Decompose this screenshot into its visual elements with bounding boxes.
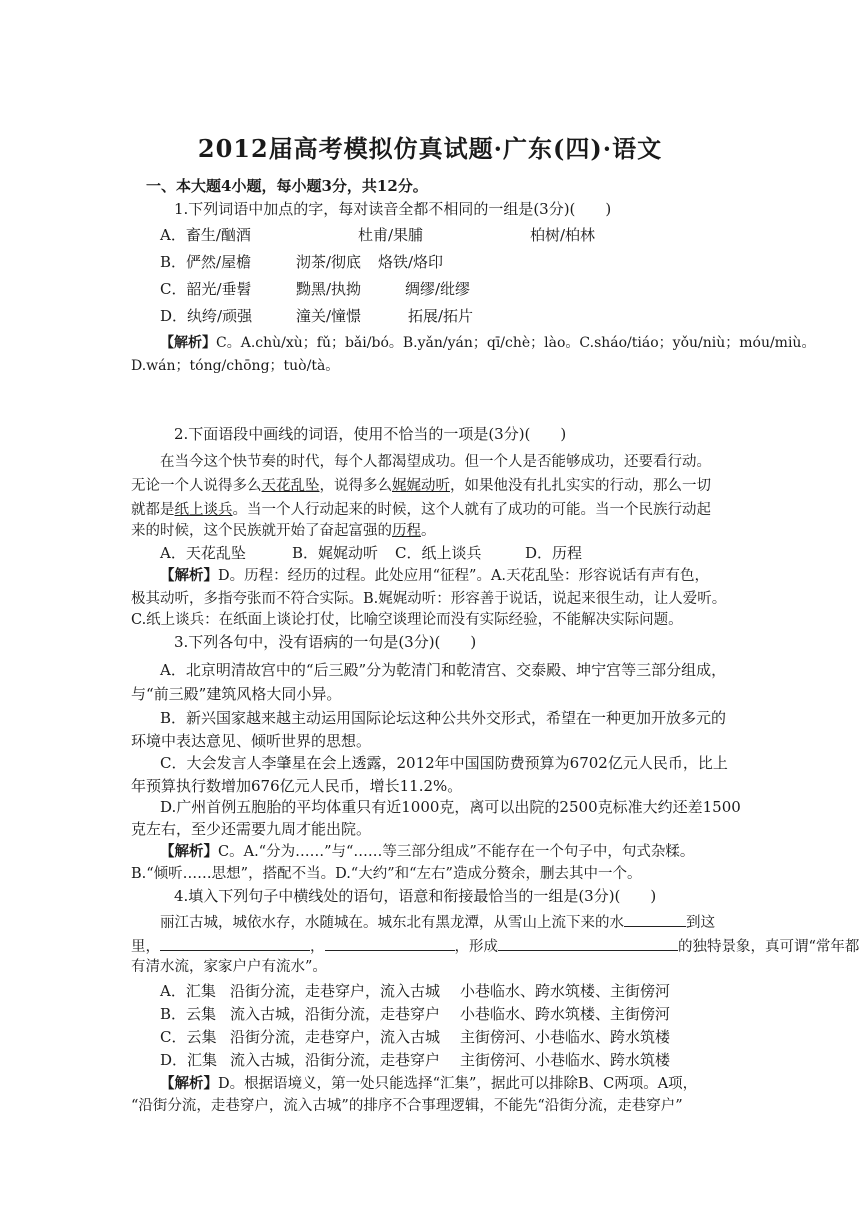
- q2-stem: 2.下面语段中画线的词语，使用不恰当的一项是(3分)( ): [174, 425, 567, 443]
- q4-p2-d: 的独特景象，真可谓“常年都: [678, 939, 860, 955]
- q2-option-b: B．娓娓动听: [292, 544, 379, 562]
- q2-option-a: A．天花乱坠: [160, 544, 246, 562]
- q2-underline-3: 纸上谈兵: [174, 502, 233, 518]
- q4-stem: 4.填入下列句子中横线处的语句，语意和衔接最恰当的一组是(3分)( ): [174, 887, 657, 905]
- q2-p3-a: 就都是: [131, 502, 175, 518]
- q3-analysis-line2: B.“倾听……思想”，搭配不当。D.“大约”和“左右”造成分赘余，删去其中一个。: [131, 866, 642, 882]
- q1-option-a-part3: 柏树/柏林: [530, 226, 596, 244]
- q4-analysis-text: D。根据语境义，第一处只能选择“汇集”，据此可以排除B、C两项。A项，: [218, 1076, 698, 1092]
- q1-option-d-part1: D．纨绔/顽强: [160, 307, 253, 325]
- q4-passage-line3: 有清水流，家家户户有流水”。: [131, 959, 327, 975]
- q4-blank-3[interactable]: [325, 934, 455, 951]
- q2-passage-line2: [131, 476, 711, 496]
- q2-analysis-line3: C.纸上谈兵：在纸面上谈论打仗，比喻空谈理论而没有实际经验，不能解决实际问题。: [131, 612, 683, 628]
- q4-analysis-line1: [160, 1074, 697, 1094]
- q4-passage-line2: [131, 934, 859, 957]
- q1-stem: 1.下列词语中加点的字，每对读音全都不相同的一组是(3分)( ): [174, 200, 612, 218]
- page-title: 2012届高考模拟仿真试题·广东(四)·语文: [197, 134, 663, 163]
- q2-p2-b: ，说得多么: [319, 478, 392, 494]
- q1-option-b-part1: B．俨然/屋檐: [160, 253, 252, 271]
- q1-analysis-tag: 【解析】: [160, 335, 216, 351]
- q4-analysis-line2: “沿街分流，走巷穿户，流入古城”的排序不合事理逻辑，不能先“沿街分流，走巷穿户”: [131, 1098, 683, 1114]
- q2-underline-4: 历程: [392, 523, 421, 539]
- q4-blank-2[interactable]: [160, 934, 310, 951]
- q4-p2-b: ，: [310, 939, 325, 955]
- q2-passage-line4: [131, 521, 436, 541]
- q4-p2-a: 里，: [131, 939, 160, 955]
- q2-p4-a: 来的时候，这个民族就开始了奋起富强的: [131, 523, 392, 539]
- q4-option-c-1: C．云集: [160, 1028, 217, 1046]
- q3-option-a-line1: A．北京明清故宫中的“后三殿”分为乾清门和乾清宫、交泰殿、坤宁宫等三部分组成，: [160, 661, 727, 679]
- q1-option-c-part3: 绸缪/纰缪: [405, 280, 471, 298]
- q1-option-c-part1: C．韶光/垂髫: [160, 280, 252, 298]
- q2-underline-2: 娓娓动听: [392, 478, 450, 494]
- q2-p2-a: 无论一个人说得多么: [131, 478, 262, 494]
- q1-option-a-part2: 杜甫/果脯: [358, 226, 424, 244]
- q3-analysis-line1: [160, 842, 694, 862]
- q4-p1-b: 到这: [686, 915, 715, 931]
- q2-passage-line1: 在当今这个快节奏的时代，每个人都渴望成功。但一个人是否能够成功，还要看行动。: [160, 454, 711, 470]
- q1-analysis-line1: [160, 333, 815, 353]
- q2-analysis-tag: 【解析】: [160, 567, 218, 584]
- q1-option-b-part2: 沏茶/彻底: [296, 253, 362, 271]
- q2-underline-1: 天花乱坠: [261, 478, 320, 494]
- section-heading: 一、本大题4小题，每小题3分，共12分。: [146, 177, 428, 195]
- q4-blank-1[interactable]: [624, 910, 686, 927]
- q4-analysis-tag: 【解析】: [160, 1075, 218, 1092]
- q3-analysis-text: C。A.“分为……”与“……等三部分组成”不能存在一个句子中，句式杂糅。: [218, 844, 695, 860]
- q1-option-d-part2: 潼关/憧憬: [296, 307, 362, 325]
- q4-p2-c: ，形成: [454, 939, 498, 955]
- q3-option-d-line1: D.广州首例五胞胎的平均体重只有近1000克，离可以出院的2500克标准大约还差1500: [160, 798, 741, 816]
- q4-option-c-3: 主街傍河、小巷临水、跨水筑楼: [460, 1028, 671, 1046]
- q2-analysis-text: D。历程：经历的过程。此处应用“征程”。A.天花乱坠：形容说话有声有色，: [218, 568, 710, 584]
- q4-blank-4[interactable]: [498, 934, 678, 951]
- q4-option-d-2: 流入古城，沿街分流，走巷穿户: [230, 1051, 441, 1069]
- q3-analysis-tag: 【解析】: [160, 843, 218, 860]
- q4-passage-line1: [160, 910, 715, 933]
- q1-analysis-line2: D.wán；tóng/chōng；tuò/tà。: [131, 358, 340, 374]
- q4-option-a-1: A．汇集: [160, 982, 216, 1000]
- q2-analysis-line1: [160, 566, 709, 586]
- q2-passage-line3: [131, 500, 711, 520]
- q4-option-c-2: 沿街分流，走巷穿户，流入古城: [230, 1028, 441, 1046]
- q1-option-c-part2: 黝黑/执拗: [296, 280, 362, 298]
- q3-option-b-line2: 环境中表达意见、倾听世界的思想。: [131, 732, 372, 750]
- q4-p1-a: 丽江古城，城依水存，水随城在。城东北有黑龙潭，从雪山上流下来的水: [160, 915, 624, 931]
- q4-option-a-2: 沿街分流，走巷穿户，流入古城: [230, 982, 441, 1000]
- q2-option-d: D．历程: [525, 544, 583, 562]
- q1-option-a-part1: A．畜生/酗酒: [160, 226, 251, 244]
- q4-option-b-2: 流入古城，沿街分流，走巷穿户: [230, 1005, 441, 1023]
- q1-option-b-part3: 烙铁/烙印: [378, 253, 444, 271]
- q4-option-b-1: B．云集: [160, 1005, 217, 1023]
- q2-p2-c: ，如果他没有扎扎实实的行动，那么一切: [450, 478, 711, 494]
- q1-option-d-part3: 拓展/拓片: [408, 307, 474, 325]
- q3-option-a-line2: 与“前三殿”建筑风格大同小异。: [131, 685, 342, 703]
- q4-option-b-3: 小巷临水、跨水筑楼、主街傍河: [460, 1005, 671, 1023]
- q3-option-c-line1: C．大会发言人李肇星在会上透露，2012年中国国防费预算为6702亿元人民币，比上: [160, 754, 728, 772]
- q4-option-a-3: 小巷临水、跨水筑楼、主街傍河: [460, 982, 671, 1000]
- q2-option-c: C．纸上谈兵: [395, 544, 482, 562]
- q3-stem: 3.下列各句中，没有语病的一句是(3分)( ): [174, 633, 477, 651]
- q2-p4-b: 。: [421, 523, 436, 539]
- q2-analysis-line2: 极其动听，多指夸张而不符合实际。B.娓娓动听：形容善于说话，说起来很生动，让人爱听。: [131, 591, 727, 607]
- q2-p3-b: 。当一个人行动起来的时候，这个人就有了成功的可能。当一个民族行动起: [232, 502, 711, 518]
- q3-option-d-line2: 克左右，至少还需要九周才能出院。: [131, 820, 372, 838]
- q4-option-d-1: D．汇集: [160, 1051, 218, 1069]
- q3-option-c-line2: 年预算执行数增加676亿元人民币，增长11.2%。: [131, 777, 463, 795]
- q4-option-d-3: 主街傍河、小巷临水、跨水筑楼: [460, 1051, 671, 1069]
- q1-option-a: [160, 225, 251, 245]
- q3-option-b-line1: B．新兴国家越来越主动运用国际论坛这种公共外交形式，希望在一种更加开放多元的: [160, 709, 727, 727]
- q1-analysis-text: C。A.chù/xù；fǔ；bǎi/bó。B.yǎn/yán；qī/chè；lào。C.sháo/tiáo；yǒu/niù；móu/miù。: [216, 335, 816, 351]
